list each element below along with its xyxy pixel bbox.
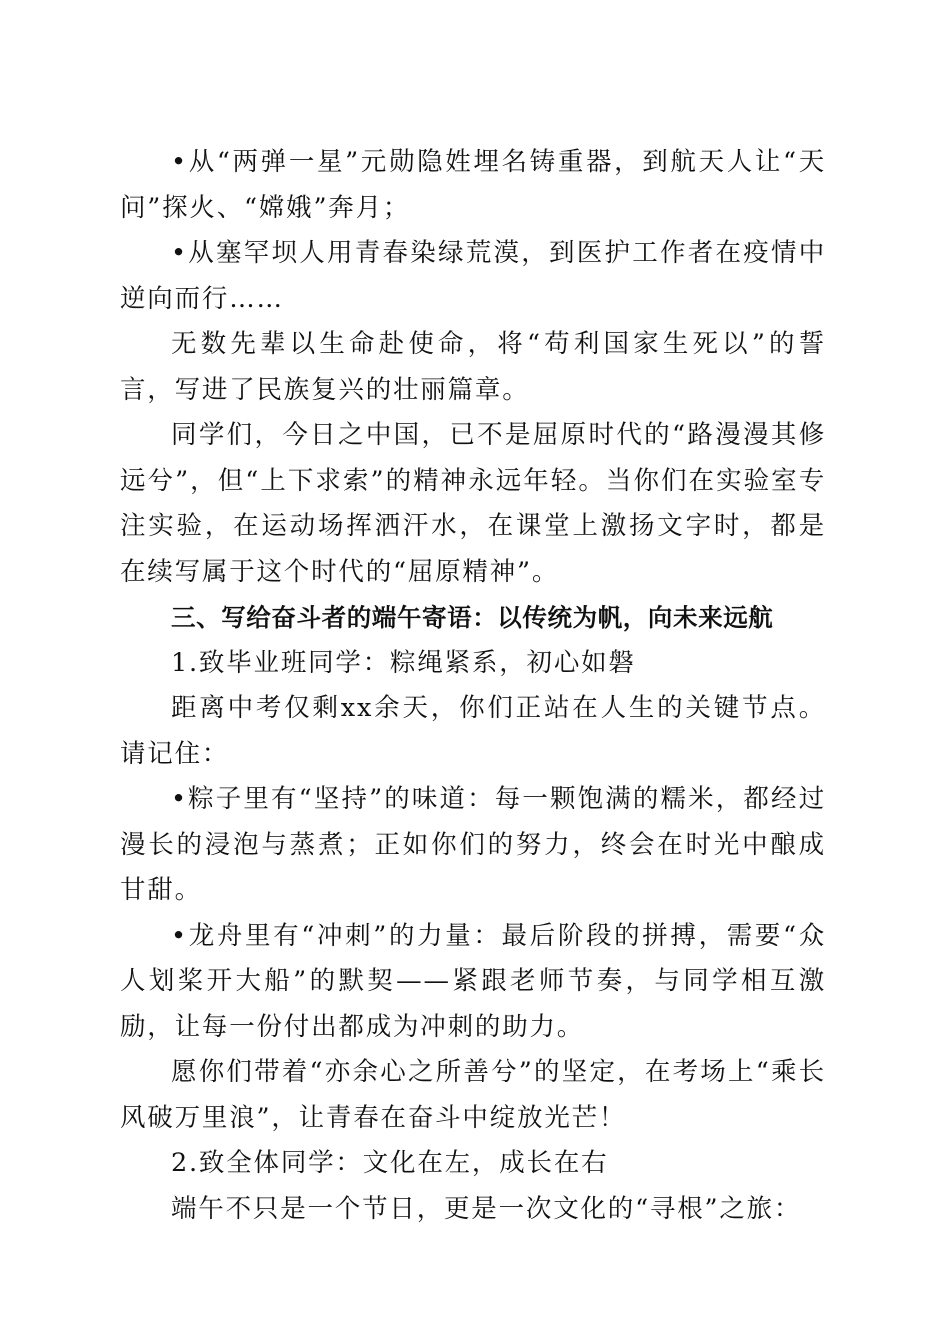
paragraph-duanwu: 端午不只是一个节日，更是一次文化的“寻根”之旅： — [171, 1193, 802, 1224]
bullet-zongzi: •粽子里有“坚持”的味道：每一颗饱满的糯米，都经过漫长的浸泡与蒸煮；正如你们的努力，终会在时光中酿成甘甜。 — [120, 784, 826, 905]
bullet-liangdan: •从“两弹一星”元勋隐姓埋名铸重器，到航天人让“天问”探火、“嫦娥”奔月； — [120, 147, 826, 223]
paragraph-wish: 愿你们带着“亦余心之所善兮”的坚定，在考场上“乘长风破万里浪”，让青春在奋斗中绽放光芒！ — [120, 1057, 826, 1133]
paragraph-tongxuemen: 同学们，今日之中国，已不是屈原时代的“路漫漫其修远兮”，但“上下求索”的精神永远年轻。当你们在实验室专注实验，在运动场挥洒汗水，在课堂上激扬文字时，都是在续写属于这个时代的“屈原精神”。 — [120, 420, 826, 587]
document-body — [120, 140, 826, 1232]
paragraph-xianbei: 无数先辈以生命赴使命，将“苟利国家生死以”的誓言，写进了民族复兴的壮丽篇章。 — [120, 329, 826, 405]
paragraph-zhongkao: 距离中考仅剩xx余天，你们正站在人生的关键节点。请记住： — [120, 693, 826, 769]
section-heading: 三、写给奋斗者的端午寄语：以传统为帆，向未来远航 — [171, 603, 774, 632]
bullet-saihanba: •从塞罕坝人用青春染绿荒漠，到医护工作者在疫情中逆向而行…… — [120, 238, 826, 314]
subheading-all-students: 2.致全体同学：文化在左，成长在右 — [171, 1148, 609, 1178]
bullet-longzhou: •龙舟里有“冲刺”的力量：最后阶段的拼搏，需要“众人划桨开大船”的默契——紧跟老师节奏，与同学相互激励，让每一份付出都成为冲刺的助力。 — [120, 920, 826, 1042]
subheading-graduates: 1.致毕业班同学：粽绳紧系，初心如磐 — [171, 647, 636, 678]
